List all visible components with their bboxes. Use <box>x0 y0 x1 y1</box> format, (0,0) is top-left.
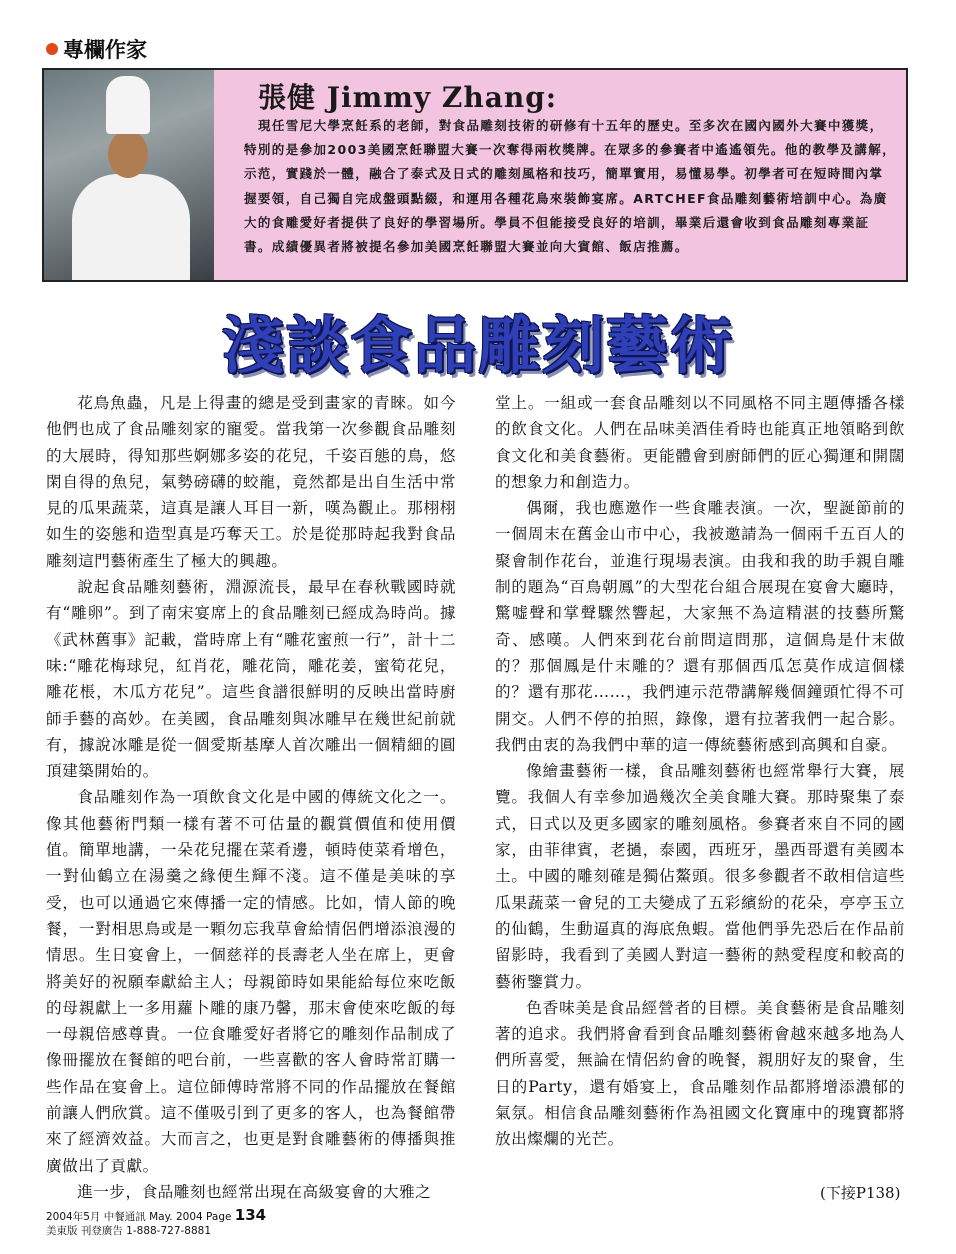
author-name: 張健 Jimmy Zhang: <box>258 81 558 114</box>
paragraph: 色香味美是食品經營者的目標。美食藝術是食品雕刻著的追求。我們將會看到食品雕刻藝術會越來越多地為人們所喜愛，無論在情侶約會的晚餐，親朋好友的聚會，生日的Party，還有婚宴上，食品雕刻作品都將增添濃郁的氣氛。相信食品雕刻藝術作為祖國文化寶庫中的瑰寶都將放出燦爛的光芒。 <box>495 998 905 1149</box>
footer-ad-contact: 美東版 刊登廣告 1-888-727-8881 <box>46 1225 212 1237</box>
paragraph: 花鳥魚蟲，凡是上得畫的總是受到畫家的青睞。如今他們也成了食品雕刻家的寵愛。當我第一次參觀食品雕刻的大展時，得知那些婀娜多姿的花兒，千姿百態的鳥，悠閑自得的魚兒，氣勢磅礴的蛟龍，竟然都是出自生活中常見的瓜果蔬菜，這真是讓人耳目一新，嘆為觀止。那栩栩如生的姿態和造型真是巧奪天工。於是從那時起我對食品雕刻這門藝術產生了極大的興趣。 <box>46 394 456 570</box>
chef-hat-icon <box>106 76 150 134</box>
author-bio-box <box>42 68 908 282</box>
paragraph: 進一步，食品雕刻也經常出現在高級宴會的大雅之 <box>77 1182 432 1201</box>
section-label-text: 專欄作家 <box>63 38 147 62</box>
footer-issue-info: 2004年5月 中餐通訊 May. 2004 Page <box>46 1211 232 1223</box>
section-label <box>46 34 147 64</box>
chef-jacket <box>72 174 190 280</box>
paragraph: 像繪畫藝術一樣，食品雕刻藝術也經常舉行大賽，展覽。我個人有幸參加過幾次全美食雕大賽。那時聚集了泰式，日式以及更多國家的雕刻風格。參賽者來自不同的國家，由菲律賓，老撾，泰國，西班牙，墨西哥還有美國本土。中國的雕刻確是獨佔鰲頭。很多參觀者不敢相信這些瓜果蔬菜一會兒的工夫變成了五彩繽紛的花朵，亭亭玉立的仙鶴，生動逼真的海底魚蝦。當他們爭先恐后在作品前留影時，我看到了美國人對這一藝術的熱愛程度和較高的藝術鑒賞力。 <box>495 762 905 991</box>
paragraph: 偶爾，我也應邀作一些食雕表演。一次，聖誕節前的一個周末在舊金山市中心，我被邀請為一個兩千五百人的聚會制作花台，並進行現場表演。由我和我的助手親自雕制的題為“百鳥朝鳳”的大型花台組合展現在宴會大廳時，驚嘘聲和掌聲驟然響起，大家無不為這精湛的技藝所驚奇、感嘆。人們來到花台前問這問那，這個鳥是什末做的？那個鳳是什末雕的？還有那個西瓜怎莫作成這個樣的？還有那花……，我們連示范帶講解幾個鐘頭忙得不可開交。人們不停的拍照，錄像，還有拉著我們一起合影。我們由衷的為我們中華的這一傳統藝術感到高興和自豪。 <box>495 499 905 754</box>
chef-face <box>108 130 148 178</box>
author-bio-text: 現任雪尼大學烹飪系的老師，對食品雕刻技術的研修有十五年的歷史。至多次在國內國外大賽中獲獎，特別的是參加2003美國烹飪聯盟大賽一次奪得兩枚獎牌。在眾多的參賽者中遙遙領先。他的教學及講解，示范，實踐於一體，融合了泰式及日式的雕刻風格和技巧，簡單實用，易懂易學。初學者可在短時間內掌握要領，自己獨自完成盤頭點綴，和運用各種花鳥來裝飾宴席。ARTCHEF食品雕刻藝術培訓中心。為廣大的食雕愛好者提供了良好的學習場所。學員不但能接受良好的培訓，畢業后還會收到食品雕刻專業証書。成績優異者將被提名參加美國烹飪聯盟大賽並向大賓館、飯店推薦。 <box>244 118 896 255</box>
paragraph: 說起食品雕刻藝術，淵源流長，最早在春秋戰國時就有“雕卵”。到了南宋宴席上的食品雕刻已經成為時尚。據《武林舊事》記載，當時席上有“雕花蜜煎一行”，計十二味:“雕花梅球兒，紅肖花，雕花筒，雕花姜，蜜筍花兒，雕花棖，木瓜方花兒”。這些食譜很鮮明的反映出當時廚師手藝的高妙。在美國，食品雕刻與冰雕早在幾世紀前就有，據說冰雕是從一個愛斯基摩人首次雕出一個精細的圓頂建築開始的。 <box>46 578 456 781</box>
page-footer <box>46 1208 266 1238</box>
bullet-dot-icon <box>46 43 58 55</box>
article-column-left <box>46 390 456 1205</box>
paragraph: 食品雕刻作為一項飲食文化是中國的傳統文化之一。像其他藝術門類一樣有著不可估量的觀賞價值和使用價值。簡單地講，一朵花兒擺在菜肴邊，頓時使菜肴增色，一對仙鶴立在湯羹之緣便生輝不淺。這不僅是美味的享受，也可以通過它來傳播一定的情感。比如，情人節的晚餐，一對相思鳥或是一顆勿忘我草會給情侶們增添浪漫的情思。生日宴會上，一個慈祥的長壽老人坐在席上，更會將美好的祝願奉獻給主人；母親節時如果能給每位來吃飯的母親獻上一多用蘿卜雕的康乃馨，那末會使來吃飯的每一母親倍感尊貴。一位食雕愛好者將它的雕刻作品制成了像冊擺放在餐館的吧台前，一些喜歡的客人會時常訂購一些作品在宴會上。這位師傅時常將不同的作品擺放在餐館前讓人們欣賞。這不僅吸引到了更多的客人，也為餐館帶來了經濟效益。大而言之，也更是對食雕藝術的傳播與推廣做出了貢獻。 <box>46 788 456 1175</box>
article-title: 淺談食品雕刻藝術 <box>221 309 734 382</box>
chef-photo <box>44 70 214 280</box>
page-number: 134 <box>234 1206 267 1224</box>
article-column-right <box>495 390 905 1153</box>
continued-note: (下接P138) <box>820 1184 901 1202</box>
paragraph: 堂上。一組或一套食品雕刻以不同風格不同主題傳播各樣的飲食文化。人們在品味美酒佳肴時也能真正地領略到飲食文化和美食藝術。更能體會到廚師們的匠心獨運和開闊的想象力和創造力。 <box>495 394 905 491</box>
